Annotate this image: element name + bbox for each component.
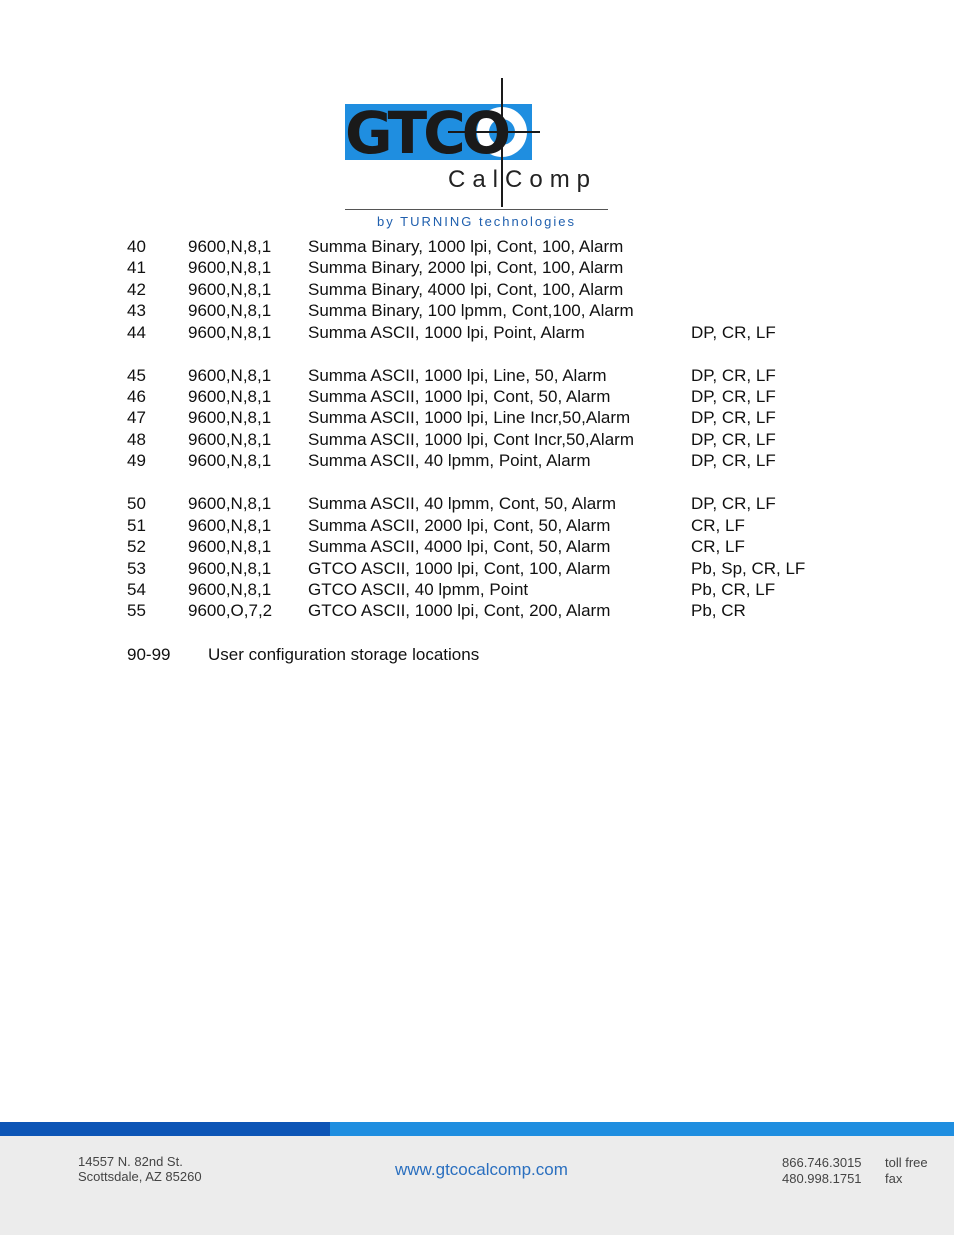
footer-accent-bar-right	[330, 1122, 954, 1136]
footer-phone: 866.746.3015	[782, 1155, 862, 1170]
config-description: Summa Binary, 1000 lpi, Cont, 100, Alarm	[308, 237, 624, 256]
config-baud: 9600,N,8,1	[188, 580, 272, 599]
config-number: 41	[127, 258, 146, 277]
footer-address-line2: Scottsdale, AZ 85260	[78, 1169, 202, 1184]
config-baud: 9600,N,8,1	[188, 408, 272, 427]
footer-website-link[interactable]: www.gtcocalcomp.com	[395, 1160, 568, 1179]
config-baud: 9600,N,8,1	[188, 237, 272, 256]
config-baud: 9600,O,7,2	[188, 601, 273, 620]
config-flags: DP, CR, LF	[691, 430, 776, 449]
config-description: Summa ASCII, 1000 lpi, Line, 50, Alarm	[308, 366, 607, 385]
config-flags: Pb, CR	[691, 601, 746, 620]
config-description: GTCO ASCII, 1000 lpi, Cont, 200, Alarm	[308, 601, 611, 620]
config-description: Summa ASCII, 2000 lpi, Cont, 50, Alarm	[308, 516, 611, 535]
config-baud: 9600,N,8,1	[188, 387, 272, 406]
footer-accent-bar-left	[0, 1122, 330, 1136]
logo-subtitle: CalComp	[448, 166, 598, 193]
config-number: 54	[127, 580, 146, 599]
footer-fax: 480.998.1751	[782, 1171, 862, 1186]
config-flags: DP, CR, LF	[691, 494, 776, 513]
config-number: 44	[127, 323, 146, 342]
config-description: GTCO ASCII, 1000 lpi, Cont, 100, Alarm	[308, 559, 611, 578]
config-number: 55	[127, 601, 146, 620]
config-description: Summa Binary, 100 lpmm, Cont,100, Alarm	[308, 301, 634, 320]
config-number: 45	[127, 366, 146, 385]
user-config-range: 90-99	[127, 645, 171, 664]
config-description: Summa ASCII, 1000 lpi, Line Incr,50,Alarm	[308, 408, 631, 427]
config-baud: 9600,N,8,1	[188, 516, 272, 535]
config-number: 43	[127, 301, 146, 320]
config-flags: DP, CR, LF	[691, 323, 776, 342]
config-description: Summa Binary, 2000 lpi, Cont, 100, Alarm	[308, 258, 624, 277]
config-flags: Pb, Sp, CR, LF	[691, 559, 806, 578]
config-description: Summa ASCII, 1000 lpi, Cont, 50, Alarm	[308, 387, 611, 406]
config-flags: DP, CR, LF	[691, 366, 776, 385]
config-flags: CR, LF	[691, 537, 745, 556]
logo-divider	[345, 209, 608, 210]
config-baud: 9600,N,8,1	[188, 280, 272, 299]
config-description: Summa ASCII, 4000 lpi, Cont, 50, Alarm	[308, 537, 611, 556]
config-baud: 9600,N,8,1	[188, 323, 272, 342]
config-description: Summa Binary, 4000 lpi, Cont, 100, Alarm	[308, 280, 624, 299]
footer-fax-label: fax	[885, 1171, 903, 1186]
config-number: 40	[127, 237, 146, 256]
config-baud: 9600,N,8,1	[188, 494, 272, 513]
config-description: Summa ASCII, 40 lpmm, Point, Alarm	[308, 451, 591, 470]
config-description: Summa ASCII, 1000 lpi, Point, Alarm	[308, 323, 585, 342]
config-flags: DP, CR, LF	[691, 387, 776, 406]
config-number: 50	[127, 494, 146, 513]
config-baud: 9600,N,8,1	[188, 301, 272, 320]
config-flags: DP, CR, LF	[691, 408, 776, 427]
config-number: 46	[127, 387, 146, 406]
page-footer	[0, 1122, 954, 1235]
config-baud: 9600,N,8,1	[188, 451, 272, 470]
config-number: 49	[127, 451, 146, 470]
config-number: 51	[127, 516, 146, 535]
logo-tagline: by TURNING technologies	[377, 214, 576, 229]
config-baud: 9600,N,8,1	[188, 537, 272, 556]
config-flags: CR, LF	[691, 516, 745, 535]
config-number: 47	[127, 408, 146, 427]
config-number: 53	[127, 559, 146, 578]
config-number: 52	[127, 537, 146, 556]
config-number: 48	[127, 430, 146, 449]
config-description: Summa ASCII, 40 lpmm, Cont, 50, Alarm	[308, 494, 617, 513]
config-description: Summa ASCII, 1000 lpi, Cont Incr,50,Alarm	[308, 430, 634, 449]
logo-wordmark: GTCO	[345, 99, 508, 167]
footer-address-line1: 14557 N. 82nd St.	[78, 1154, 183, 1169]
footer-phone-label: toll free	[885, 1155, 928, 1170]
config-baud: 9600,N,8,1	[188, 559, 272, 578]
config-number: 42	[127, 280, 146, 299]
user-config-label: User configuration storage locations	[208, 645, 480, 664]
config-flags: DP, CR, LF	[691, 451, 776, 470]
config-flags: Pb, CR, LF	[691, 580, 776, 599]
config-baud: 9600,N,8,1	[188, 430, 272, 449]
config-baud: 9600,N,8,1	[188, 258, 272, 277]
config-baud: 9600,N,8,1	[188, 366, 272, 385]
config-description: GTCO ASCII, 40 lpmm, Point	[308, 580, 529, 599]
